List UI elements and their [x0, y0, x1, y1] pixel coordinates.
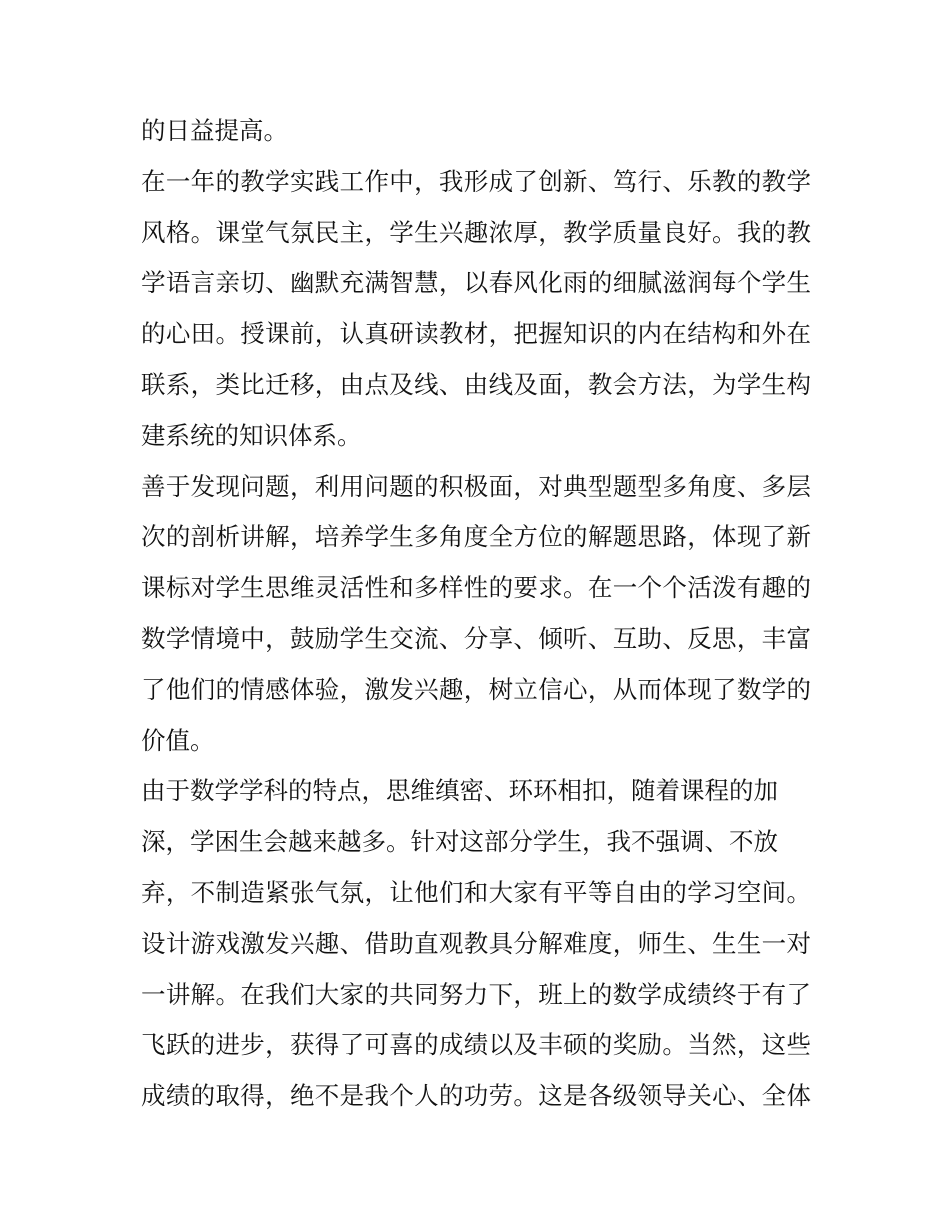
text-line: 学语言亲切、幽默充满智慧，以春风化雨的细腻滋润每个学生	[141, 268, 811, 298]
text-line: 风格。课堂气氛民主，学生兴趣浓厚，教学质量良好。我的教	[141, 217, 811, 247]
paragraph	[141, 106, 811, 157]
text-line: 在一年的教学实践工作中，我形成了创新、笃行、乐教的教学	[141, 166, 811, 196]
text-line: 联系，类比迁移，由点及线、由线及面，教会方法，为学生构	[141, 369, 811, 399]
paragraph	[141, 766, 811, 1122]
text-line: 的心田。授课前，认真研读教材，把握知识的内在结构和外在	[141, 319, 811, 349]
paragraph	[141, 462, 811, 767]
text-line: 数学情境中，鼓励学生交流、分享、倾听、互助、反思，丰富	[141, 623, 811, 653]
text-line: 的日益提高。	[141, 116, 288, 145]
text-line: 一讲解。在我们大家的共同努力下，班上的数学成绩终于有了	[141, 979, 811, 1009]
text-line: 成绩的取得，绝不是我个人的功劳。这是各级领导关心、全体	[141, 1081, 811, 1111]
text-line: 弃，不制造紧张气氛，让他们和大家有平等自由的学习空间。	[141, 877, 811, 907]
paragraph	[141, 157, 811, 462]
text-line: 次的剖析讲解，培养学生多角度全方位的解题思路，体现了新	[141, 522, 811, 552]
text-line: 深，学困生会越来越多。针对这部分学生，我不强调、不放	[141, 827, 778, 857]
text-line: 由于数学学科的特点，思维缜密、环环相扣，随着课程的加	[141, 776, 778, 806]
document-body-text	[141, 106, 811, 1122]
text-line: 飞跃的进步，获得了可喜的成绩以及丰硕的奖励。当然，这些	[141, 1030, 811, 1060]
text-line: 善于发现问题，利用问题的积极面，对典型题型多角度、多层	[141, 471, 811, 501]
text-line: 建系统的知识体系。	[141, 420, 362, 450]
text-line: 课标对学生思维灵活性和多样性的要求。在一个个活泼有趣的	[141, 573, 811, 603]
text-line: 价值。	[141, 725, 215, 755]
text-line: 设计游戏激发兴趣、借助直观教具分解难度，师生、生生一对	[141, 928, 811, 958]
text-line: 了他们的情感体验，激发兴趣，树立信心，从而体现了数学的	[141, 674, 811, 704]
